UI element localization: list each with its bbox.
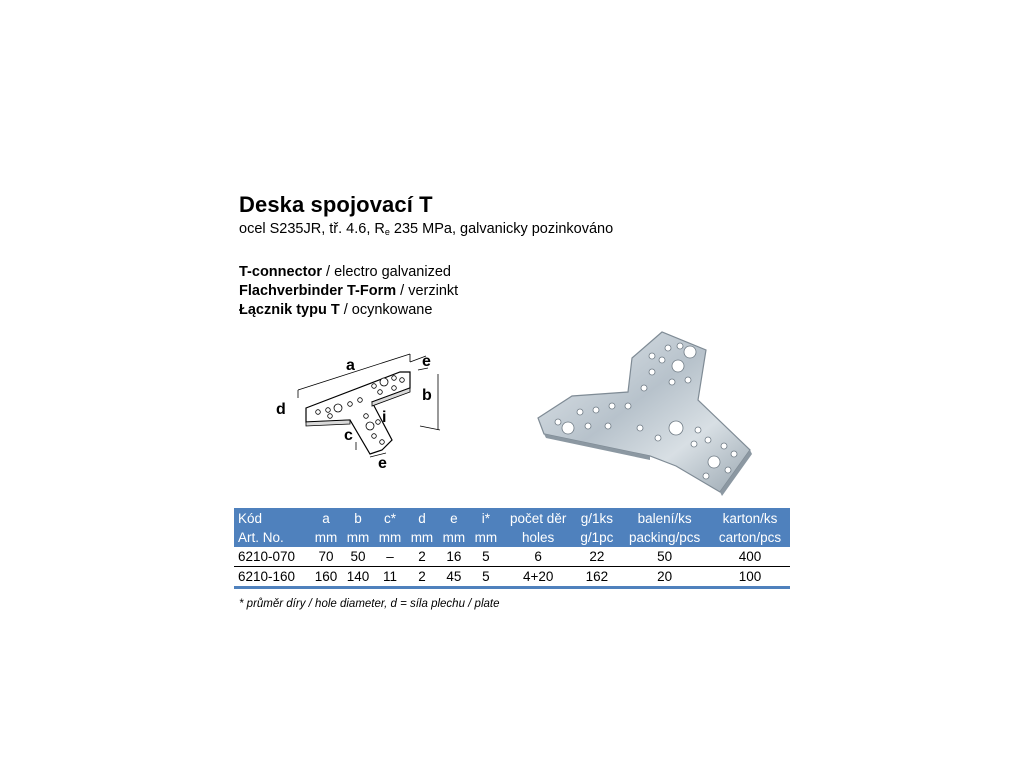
- table-header-row: [234, 508, 790, 528]
- table-cell: 6210-160: [234, 567, 310, 588]
- table-cell: 4+20: [502, 567, 575, 588]
- table-cell: 70: [310, 547, 342, 567]
- label-c: c: [344, 427, 353, 444]
- table-cell: 11: [374, 567, 406, 588]
- header-cell: Kód: [234, 508, 310, 528]
- footnote: * průměr díry / hole diameter, d = síla plechu / plate: [239, 598, 500, 610]
- label-a: a: [346, 357, 355, 374]
- table-cell: 6210-070: [234, 547, 310, 567]
- material-prefix: ocel S235JR, tř. 4.6, R: [239, 221, 385, 237]
- spec-table: [234, 508, 790, 589]
- table-cell: 400: [710, 547, 790, 567]
- header-cell: mm: [310, 528, 342, 547]
- header-cell: a: [310, 508, 342, 528]
- table-cell: 162: [575, 567, 620, 588]
- table-cell: 50: [342, 547, 374, 567]
- header-cell: karton/ks: [710, 508, 790, 528]
- page-title: Deska spojovací T: [239, 192, 433, 217]
- table-cell: 16: [438, 547, 470, 567]
- product-names: [239, 263, 458, 320]
- table-cell: 5: [470, 547, 502, 567]
- header-cell: mm: [374, 528, 406, 547]
- label-e-bottom: e: [378, 455, 387, 472]
- table-cell: 50: [619, 547, 710, 567]
- header-cell: mm: [470, 528, 502, 547]
- table-cell: 100: [710, 567, 790, 588]
- table-cell: 5: [470, 567, 502, 588]
- label-e-top: e: [422, 353, 431, 370]
- table-cell: 2: [406, 567, 438, 588]
- table-cell: 45: [438, 567, 470, 588]
- product-photo: [528, 326, 768, 496]
- table-cell: 2: [406, 547, 438, 567]
- header-cell: balení/ks: [619, 508, 710, 528]
- table-cell: –: [374, 547, 406, 567]
- header-cell: b: [342, 508, 374, 528]
- table-header-row: [234, 528, 790, 547]
- header-cell: e: [438, 508, 470, 528]
- header-cell: mm: [406, 528, 438, 547]
- header-cell: g/1ks: [575, 508, 620, 528]
- material-suffix: 235 MPa, galvanicky pozinkováno: [389, 221, 614, 237]
- header-cell: počet děr: [502, 508, 575, 528]
- header-cell: i*: [470, 508, 502, 528]
- header-cell: packing/pcs: [619, 528, 710, 547]
- table-row: [234, 567, 790, 588]
- name-en-bold: T-connector: [239, 264, 322, 280]
- dimension-diagram: [270, 350, 450, 475]
- material-subscript: e: [384, 227, 390, 237]
- photo-plate: [538, 332, 750, 492]
- table-cell: 20: [619, 567, 710, 588]
- name-en: [239, 263, 458, 282]
- name-pl: [239, 301, 458, 320]
- name-en-rest: / electro galvanized: [321, 264, 451, 280]
- name-de-bold: Flachverbinder T-Form: [239, 283, 397, 299]
- header-cell: c*: [374, 508, 406, 528]
- name-de-rest: / verzinkt: [396, 283, 459, 299]
- name-pl-rest: / ocynkowane: [339, 302, 433, 318]
- header-cell: mm: [438, 528, 470, 547]
- table-cell: 160: [310, 567, 342, 588]
- table-cell: 22: [575, 547, 620, 567]
- header-cell: holes: [502, 528, 575, 547]
- label-i: i: [382, 409, 387, 426]
- label-d: d: [276, 401, 286, 418]
- label-b: b: [422, 387, 432, 404]
- header-cell: g/1pc: [575, 528, 620, 547]
- header-cell: Art. No.: [234, 528, 310, 547]
- header-cell: carton/pcs: [710, 528, 790, 547]
- table-row: [234, 547, 790, 567]
- material-spec: [239, 221, 613, 237]
- table-cell: 140: [342, 567, 374, 588]
- diagram-plate: [306, 372, 410, 454]
- table-cell: 6: [502, 547, 575, 567]
- name-de: [239, 282, 458, 301]
- header-cell: d: [406, 508, 438, 528]
- header-cell: mm: [342, 528, 374, 547]
- name-pl-bold: Łącznik typu T: [239, 302, 340, 318]
